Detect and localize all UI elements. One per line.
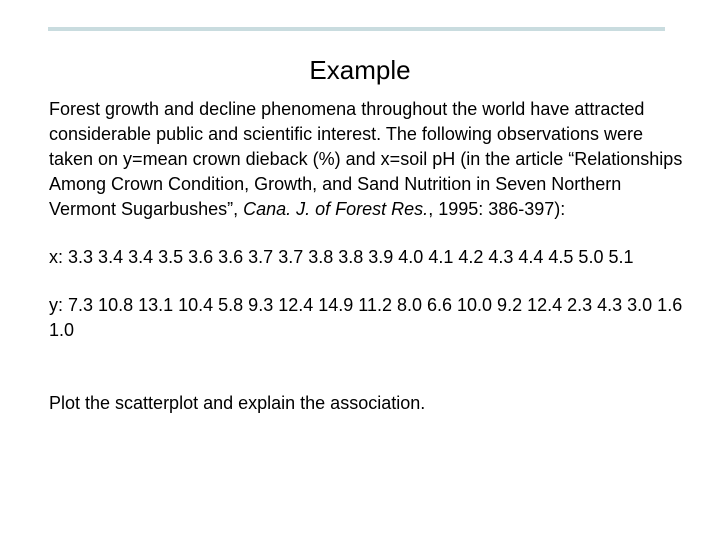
- intro-paragraph: [49, 97, 689, 222]
- x-label: x:: [49, 247, 64, 267]
- x-data-line: [49, 245, 689, 270]
- intro-text: Forest growth and decline phenomena throughout the world have attracted considerable public and scientific interest. The following observations were taken on y=mean crown dieback (%) and x=soil pH (in the article “Relationships Among Crown Condition, Growth, and Sand Nutrition in Seven Northern Vermont Sugarbushes”,: [49, 99, 683, 219]
- x-values: 3.3 3.4 3.4 3.5 3.6 3.6 3.7 3.7 3.8 3.8 3.9 4.0 4.1 4.2 4.3 4.4 4.5 5.0 5.1: [68, 247, 634, 267]
- slide-title: Example: [309, 55, 411, 85]
- y-data-line: [49, 293, 689, 343]
- title-divider: [48, 27, 665, 31]
- citation-details: , 1995: 386-397):: [428, 199, 566, 219]
- slide-content: [49, 97, 689, 416]
- y-label: y:: [49, 295, 64, 315]
- task-instruction: Plot the scatterplot and explain the association.: [49, 393, 426, 413]
- y-values: 7.3 10.8 13.1 10.4 5.8 9.3 12.4 14.9 11.2 8.0 6.6 10.0 9.2 12.4 2.3 4.3 3.0 1.6 1.0: [49, 295, 683, 340]
- journal-name: Cana. J. of Forest Res.: [243, 199, 429, 219]
